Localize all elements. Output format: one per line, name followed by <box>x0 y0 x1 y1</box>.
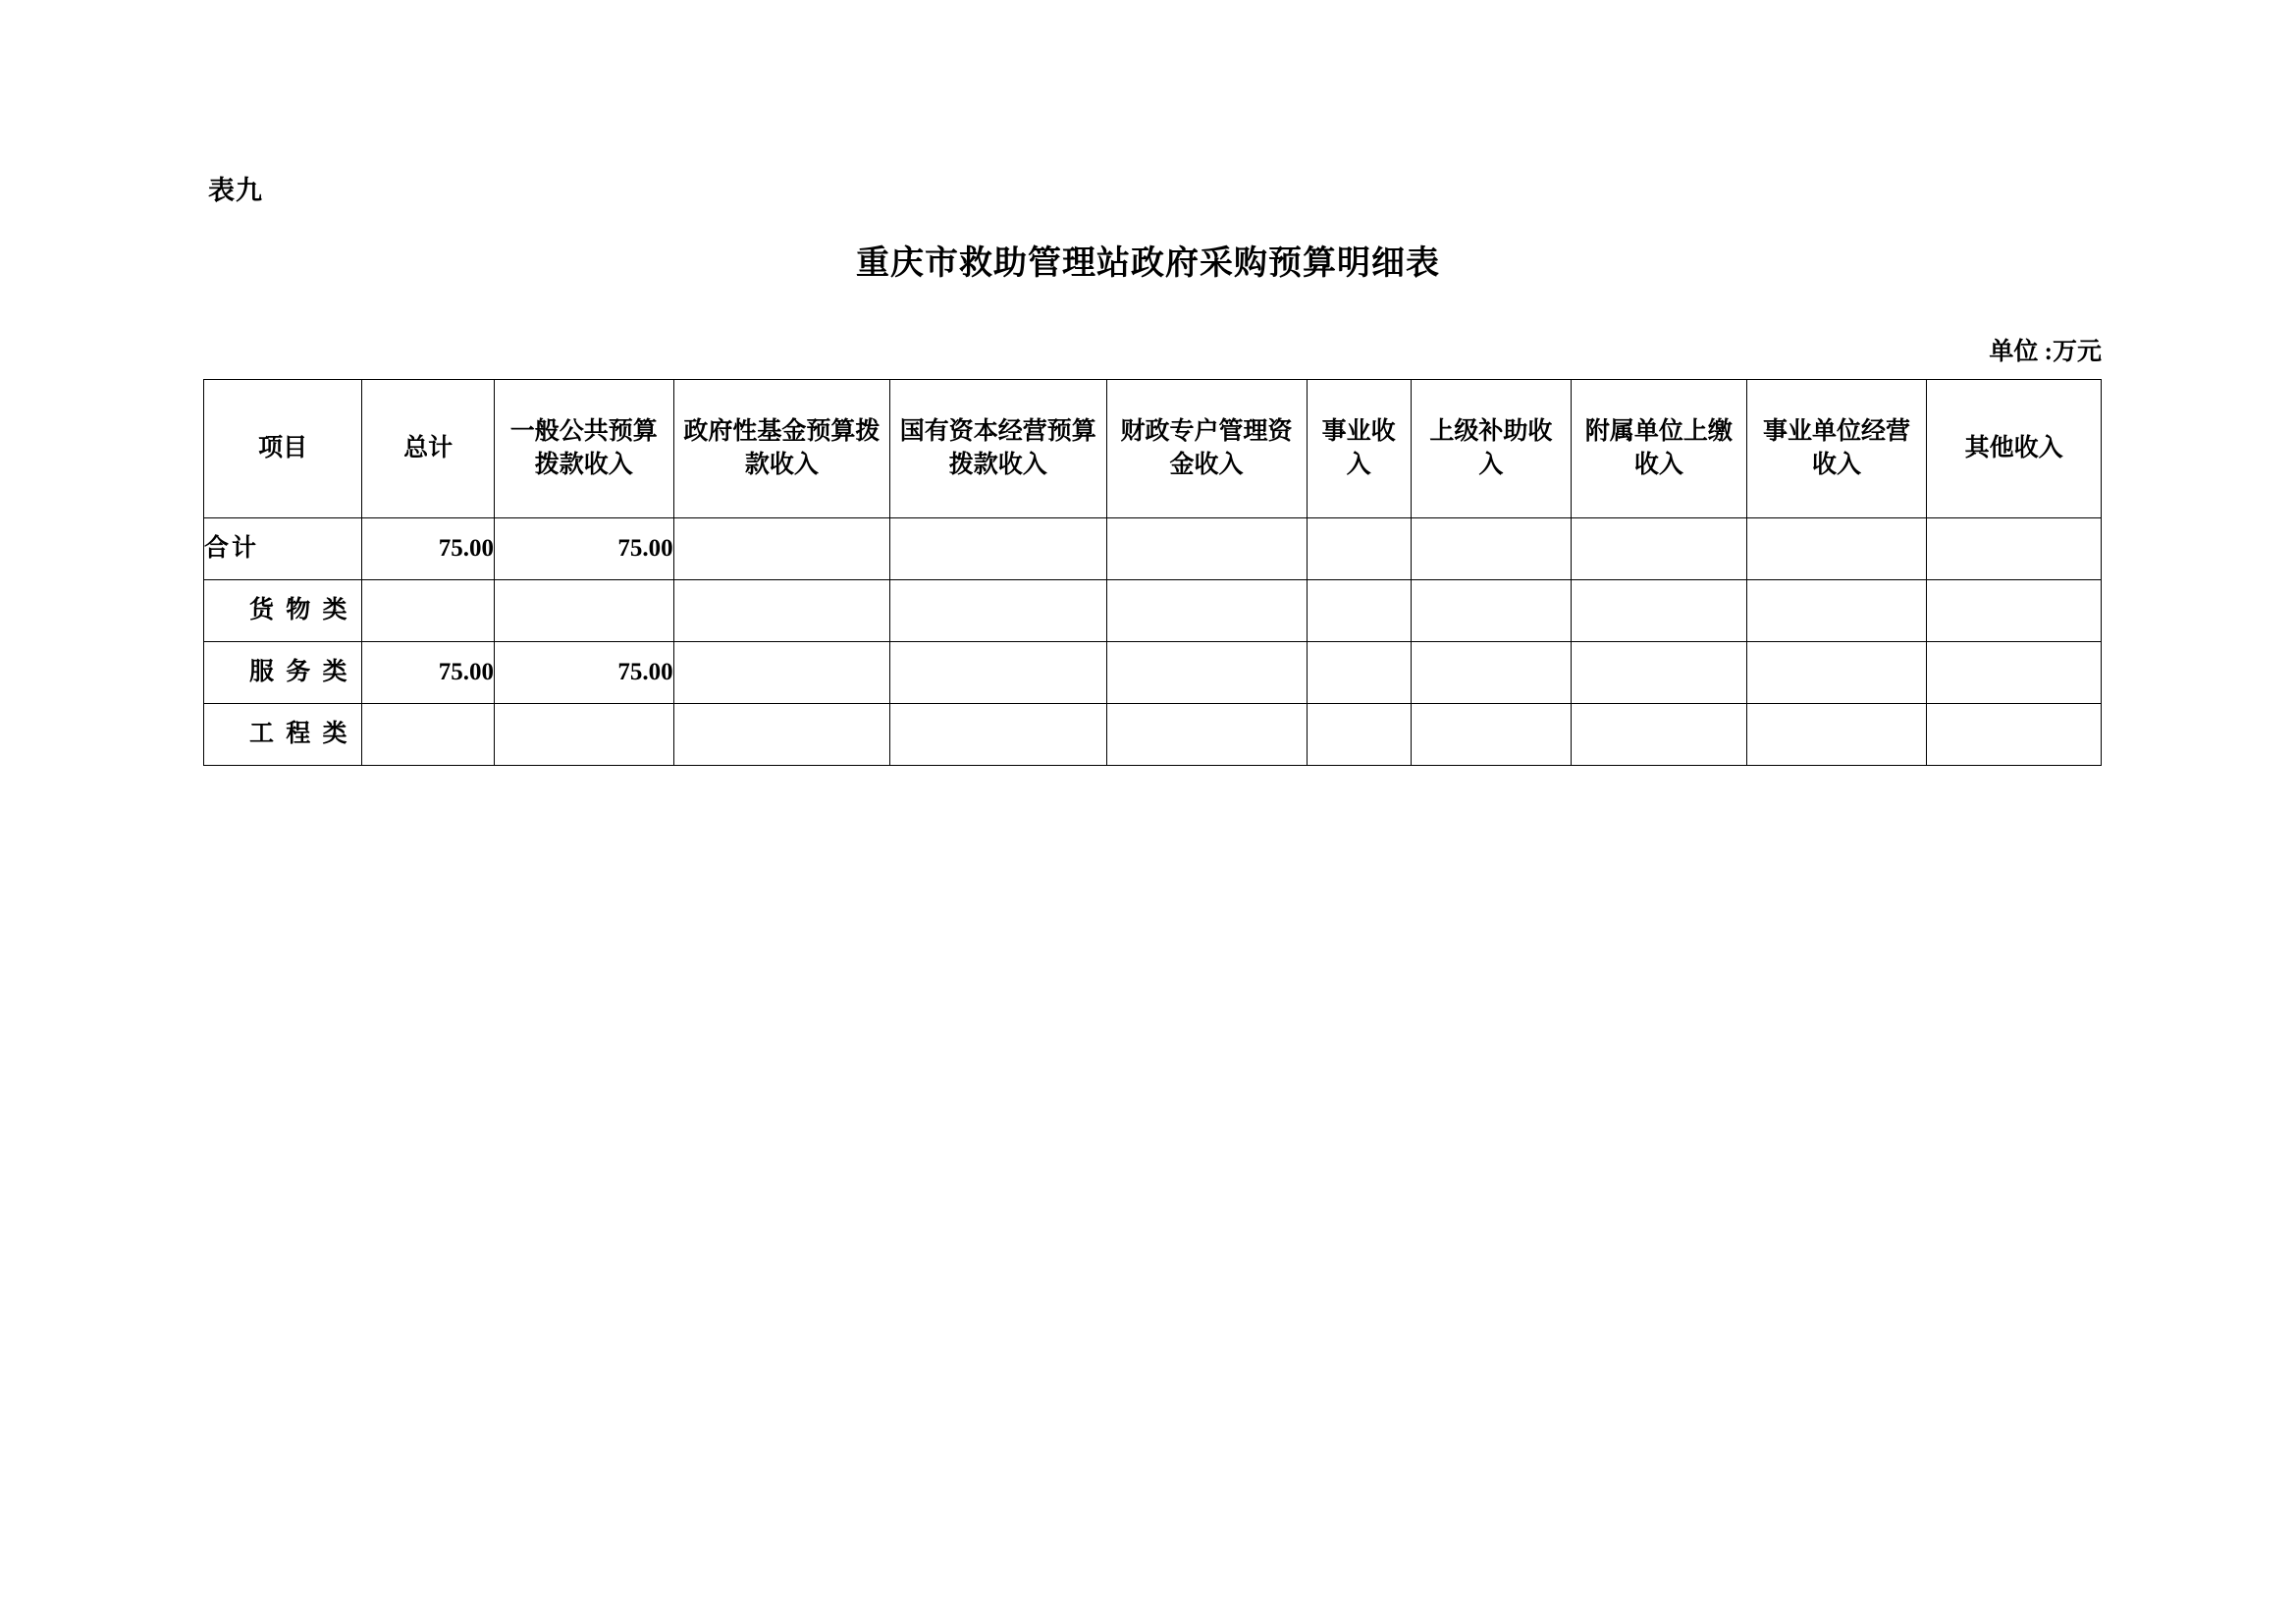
unit-note: 单位 :万元 <box>1989 339 2102 365</box>
cell-fiscal-special-account <box>1106 642 1307 704</box>
cell-subordinate-payment <box>1572 642 1747 704</box>
cell-fiscal-special-account <box>1106 704 1307 766</box>
procurement-budget-table <box>203 379 2102 766</box>
cell-operating-income <box>1746 518 1927 580</box>
cell-general-public-budget <box>494 704 673 766</box>
column-header-state-capital-budget <box>890 380 1106 518</box>
cell-general-public-budget: 75.00 <box>494 518 673 580</box>
column-header-government-fund-budget <box>673 380 889 518</box>
cell-superior-subsidy <box>1411 642 1571 704</box>
cell-subordinate-payment <box>1572 518 1747 580</box>
column-header-operating-income-label: 事业单位经营收入 <box>1762 417 1910 478</box>
cell-state-capital-budget <box>890 642 1106 704</box>
table-row <box>204 704 2102 766</box>
cell-business-income <box>1307 642 1411 704</box>
cell-total <box>362 704 495 766</box>
column-header-fiscal-special-account-label: 财政专户管理资金收入 <box>1120 417 1293 478</box>
cell-total: 75.00 <box>362 518 495 580</box>
table-header-row <box>204 380 2102 518</box>
row-label-goods: 货 物 类 <box>204 580 362 642</box>
cell-other-income <box>1927 642 2102 704</box>
column-header-superior-subsidy-label: 上级补助收入 <box>1429 417 1553 478</box>
cell-total <box>362 580 495 642</box>
row-label-engineering: 工 程 类 <box>204 704 362 766</box>
cell-business-income <box>1307 518 1411 580</box>
column-header-operating-income <box>1746 380 1927 518</box>
cell-other-income <box>1927 704 2102 766</box>
column-header-total <box>362 380 495 518</box>
column-header-item <box>204 380 362 518</box>
cell-superior-subsidy <box>1411 580 1571 642</box>
cell-subordinate-payment <box>1572 704 1747 766</box>
cell-business-income <box>1307 704 1411 766</box>
table-row <box>204 642 2102 704</box>
column-header-state-capital-budget-label: 国有资本经营预算拨款收入 <box>899 417 1096 478</box>
cell-government-fund-budget <box>673 704 889 766</box>
column-header-other-income-label: 其他收入 <box>1964 434 2063 461</box>
column-header-government-fund-budget-label: 政府性基金预算拨款收入 <box>683 417 881 478</box>
table-row <box>204 580 2102 642</box>
row-label-services: 服 务 类 <box>204 642 362 704</box>
cell-state-capital-budget <box>890 580 1106 642</box>
column-header-general-public-budget-label: 一般公共预算拨款收入 <box>509 417 658 478</box>
cell-business-income <box>1307 580 1411 642</box>
table-row <box>204 518 2102 580</box>
column-header-business-income <box>1307 380 1411 518</box>
cell-total: 75.00 <box>362 642 495 704</box>
cell-operating-income <box>1746 642 1927 704</box>
column-header-subordinate-payment-label: 附属单位上缴收入 <box>1584 417 1733 478</box>
table-label: 表九 <box>208 176 263 205</box>
column-header-subordinate-payment <box>1572 380 1747 518</box>
row-label-total: 合计 <box>204 518 362 580</box>
cell-subordinate-payment <box>1572 580 1747 642</box>
cell-other-income <box>1927 580 2102 642</box>
cell-superior-subsidy <box>1411 518 1571 580</box>
cell-operating-income <box>1746 580 1927 642</box>
column-header-total-label: 总计 <box>403 434 454 461</box>
cell-operating-income <box>1746 704 1927 766</box>
cell-general-public-budget <box>494 580 673 642</box>
cell-state-capital-budget <box>890 518 1106 580</box>
column-header-fiscal-special-account <box>1106 380 1307 518</box>
cell-fiscal-special-account <box>1106 580 1307 642</box>
column-header-item-label: 项目 <box>258 434 308 461</box>
cell-government-fund-budget <box>673 580 889 642</box>
column-header-general-public-budget <box>494 380 673 518</box>
cell-general-public-budget: 75.00 <box>494 642 673 704</box>
column-header-other-income <box>1927 380 2102 518</box>
cell-state-capital-budget <box>890 704 1106 766</box>
column-header-business-income-label: 事业收入 <box>1321 417 1396 478</box>
cell-government-fund-budget <box>673 642 889 704</box>
column-header-superior-subsidy <box>1411 380 1571 518</box>
cell-fiscal-special-account <box>1106 518 1307 580</box>
page-title: 重庆市救助管理站政府采购预算明细表 <box>856 245 1440 282</box>
cell-government-fund-budget <box>673 518 889 580</box>
cell-superior-subsidy <box>1411 704 1571 766</box>
cell-other-income <box>1927 518 2102 580</box>
